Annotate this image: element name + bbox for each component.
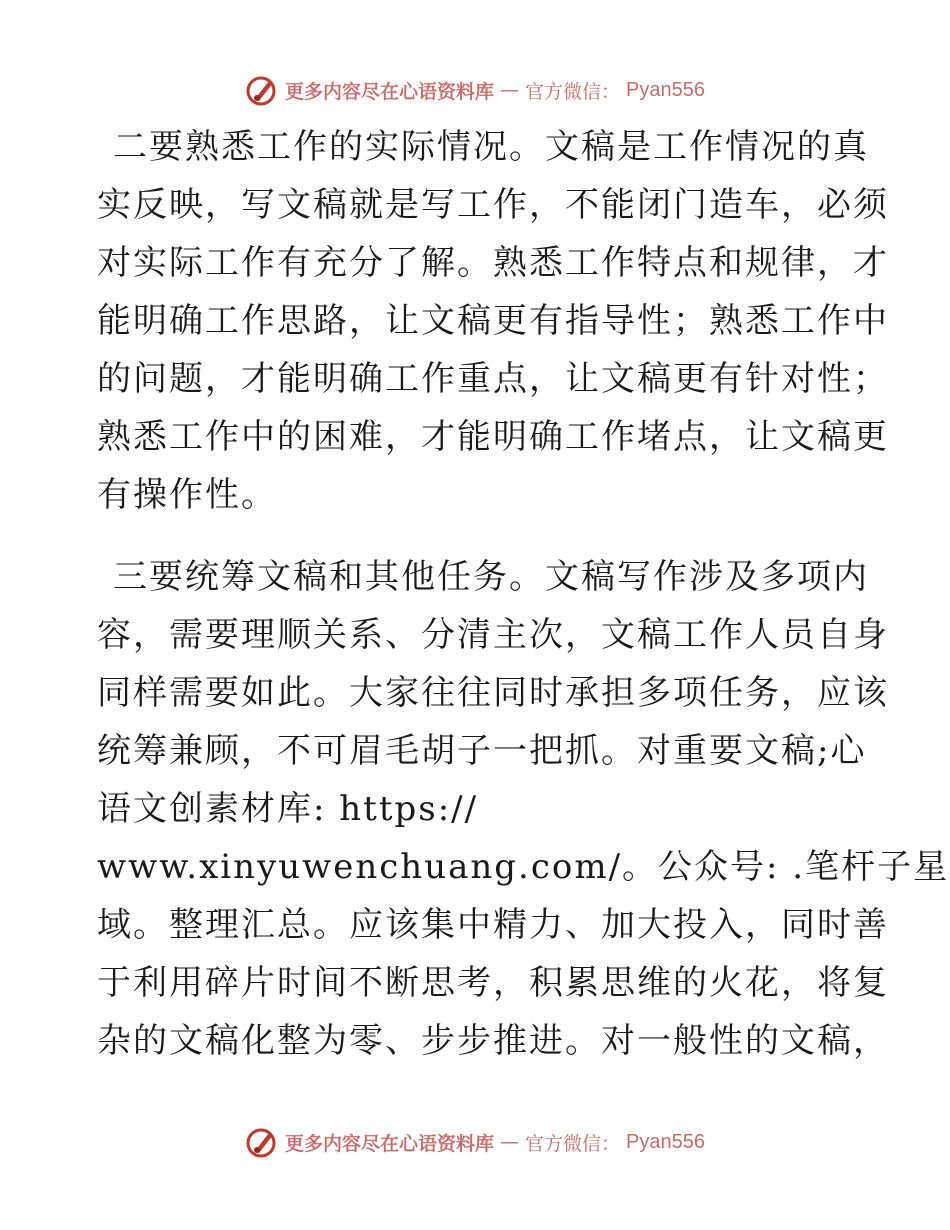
watermark-brand-text: 更多内容尽在心语资料库	[285, 80, 495, 103]
watermark-wechat-label: 官方微信：	[525, 1132, 621, 1155]
header-watermark	[0, 70, 950, 110]
text-line: www.xinyuwenchuang.com/。公众号: .笔杆子星	[97, 847, 950, 887]
paragraph-2	[97, 118, 889, 524]
watermark-separator: —	[500, 1131, 520, 1153]
footer-watermark	[0, 1122, 950, 1162]
brush-logo-icon	[245, 73, 279, 107]
text-line: 熟悉工作中的困难，才能明确工作堵点，让文稿更	[97, 417, 889, 457]
text-line: 能明确工作思路，让文稿更有指导性；熟悉工作中	[97, 301, 889, 341]
text-line: 同样需要如此。大家往往同时承担多项任务，应该	[97, 673, 889, 713]
text-line: 实反映，写文稿就是写工作，不能闭门造车，必须	[97, 185, 889, 225]
text-line: 有操作性。	[97, 475, 277, 515]
watermark-wechat-id: Pyan556	[626, 78, 705, 101]
watermark-wechat-label: 官方微信：	[525, 80, 621, 103]
text-line: 容，需要理顺关系、分清主次，文稿工作人员自身	[97, 615, 889, 655]
watermark-separator: —	[500, 79, 520, 101]
text-line: 于利用碎片时间不断思考，积累思维的火花，将复	[97, 963, 889, 1003]
text-line: 语文创素材库: https://	[97, 789, 479, 829]
text-line: 统筹兼顾，不可眉毛胡子一把抓。对重要文稿;心	[97, 731, 867, 771]
watermark-brand-text: 更多内容尽在心语资料库	[285, 1132, 495, 1155]
brush-logo-icon	[245, 1125, 279, 1159]
document-body	[97, 118, 950, 1070]
text-line: 对实际工作有充分了解。熟悉工作特点和规律，才	[97, 243, 889, 283]
text-line: 三要统筹文稿和其他任务。文稿写作涉及多项内	[113, 557, 869, 597]
text-line: 域。整理汇总。应该集中精力、加大投入，同时善	[97, 905, 889, 945]
watermark-wechat-id: Pyan556	[626, 1130, 705, 1153]
paragraph-3	[97, 548, 950, 1070]
text-line: 的问题，才能明确工作重点，让文稿更有针对性；	[97, 359, 889, 399]
text-line: 二要熟悉工作的实际情况。文稿是工作情况的真	[113, 127, 869, 167]
text-line: 杂的文稿化整为零、步步推进。对一般性的文稿，	[97, 1021, 889, 1061]
